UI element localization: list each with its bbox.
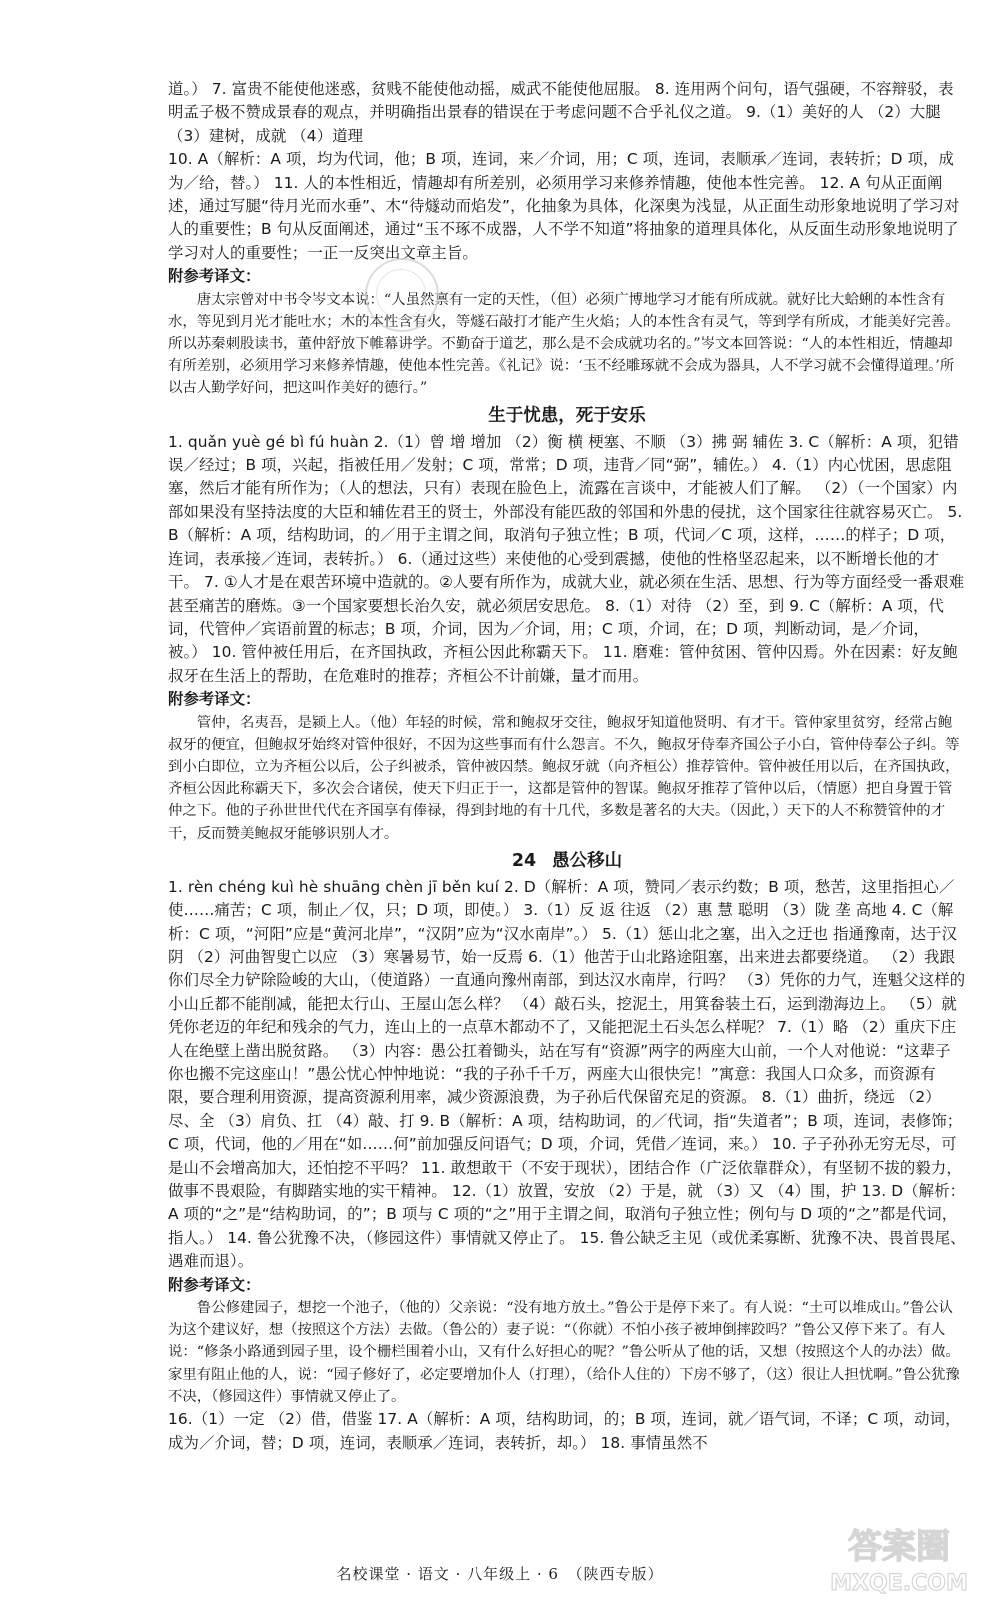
answers-section-2 — [168, 431, 966, 688]
section-title-text: 愚公移山 — [552, 850, 623, 871]
svg-text:答案圈: 答案圈 — [848, 1527, 950, 1567]
answers-section-3 — [168, 876, 966, 1274]
translation-label: 附参考译文： — [168, 690, 261, 709]
answers-section-1 — [168, 78, 966, 265]
page-footer: 名校课堂 · 语文 · 八年级上 · 6 （陕西专版） — [336, 1565, 664, 1583]
answer-paragraph: 1. rèn chéng kuì hè shuāng chèn jī běn kuí 2. D（解析：A 项，赞同／表示约数；B 项，愁苦，这里指担心／使……痛苦；C 项，制止／仅，只；D 项，即使。） 3.（1）反 返 往返 （2）惠 慧 聪明 （3）陇 垄 高地 4. C（解析：C 项，“河阳”应是“黄河北岸”，“汉阴”应为“汉水南岸”。） 5.（1）惩山北之塞，出入之迂也 指通豫南，达于汉阴 （2）河曲智叟亡以应 （3）寒暑易节，始一反焉 6.（1）他苦于山北路途阻塞，出来进去都要绕道。 （2）我跟你们尽全力铲除险峻的大山，（使道路）一直通向豫州南部，到达汉水南岸，行吗？ （3）凭你的力气，连魁父这样的小山丘都不能削减，能把太行山、王屋山怎么样？ （4）敲石头，挖泥土，用箕畚装土石，运到渤海边上。 （5）就凭你老迈的年纪和残余的气力，连山上的一点草木都动不了，又能把泥土石头怎么样呢？ 7.（1）略 （2）重庆下庄人在绝壁上凿出脱贫路。 （3）内容：愚公扛着锄头，站在写有“资源”两字的两座大山前，一个人对他说：“这辈子你也搬不完这座山！”愚公忧心忡忡地说：“我的子孙千千万，两座大山很快完！”寓意：我国人口众多，而资源有限，要合理利用资源，提高资源利用率，减少资源浪费，为子孙后代保留充足的资源。 8.（1）曲折，绕远 （2）尽、全 （3）肩负、扛 （4）敲、打 9. B（解析：A 项，结构助词，的／代词，指“失道者”；B 项，连词，表修饰；C 项，代词，他的／用在“如……何”前加强反问语气；D 项，介词，凭借／连词，来。） 10. 子子孙孙无穷无尽，可是山不会增高加大，还怕挖不平吗？ 11. 敢想敢干（不安于现状），团结合作（广泛依靠群众），有坚韧不拔的毅力，做事不畏艰险，有脚踏实地的实干精神。 12.（1）放置，安放 （2）于是，就 （3）又 （4）围，护 13. D（解析：A 项的“之”是“结构助词，的”；B 项与 C 项的“之”用于主谓之间，取消句子独立性；例句与 D 项的“之”都是代词，指人。） 14. 鲁公犹豫不决，（修园这件）事情就又停止了。 15. 鲁公缺乏主见（或优柔寡断、犹豫不决、畏首畏尾、遇难而退）。 — [168, 877, 966, 1271]
answer-paragraph: 10. A（解析：A 项，均为代词，他；B 项，连词，来／介词，用；C 项，连词，表顺承／连词，表转折；D 项，成为／给，替。） 11. 人的本性相近，情趣却有所差别，必须用学习来修养情趣，使他本性完善。 12. A 句从正面阐述，通过写腿“待月光而水垂”、木“待燧动而焰发”，化抽象为具体，化深奥为浅显，从正面生动形象地说明了学习对人的重要性；B 句从反面阐述，通过“玉不琢不成器，人不学不知道”将抽象的道理具体化，从反面生动形象地说明了学习对人的重要性；一正一反突出文章主旨。 — [168, 150, 960, 262]
answer-paragraph: 1. quǎn yuè gé bì fú huàn 2.（1）曾 增 增加 （2）衡 横 梗塞、不顺 （3）拂 弼 辅佐 3. C（解析：A 项，犯错误／经过；B 项，兴起，指被任用／发射；C 项，常常；D 项，违背／同“弼”，辅佐。） 4.（1）内心忧困，思虑阻塞，然后才能有所作为；（人的想法，只有）表现在脸色上，流露在言谈中，才能被人们了解。 （2）（一个国家）内部如果没有坚持法度的大臣和辅佐君王的贤士，外部没有能匹敌的邻国和外患的侵扰，这个国家往往就容易灭亡。 5. B（解析：A 项，结构助词，的／用于主谓之间，取消句子独立性；B 项，代词／C 项，这样，……的样子；D 项，连词，表承接／连词，表转折。） 6.（通过这些）来使他的心受到震撼，使他的性格坚忍起来，以不断增长他的才干。 7. ①人才是在艰苦环境中造就的。②人要有所作为，成就大业，就必须在生活、思想、行为等方面经受一番艰难甚至痛苦的磨炼。③一个国家要想长治久安，就必须居安思危。 8.（1）对待 （2）至，到 9. C（解析：A 项，代词，代管仲／宾语前置的标志；B 项，介词，因为／介词，用；C 项，介词，在；D 项，判断动词，是／介词，被。） 10. 管仲被任用后，在齐国执政，齐桓公因此称霸天下。 11. 磨难：管仲贫困、管仲囚焉。外在因素：好友鲍叔牙在生活上的帮助，在危难时的推荐；齐桓公不计前嫌，量才而用。 — [168, 432, 965, 685]
translation-block-2 — [168, 712, 966, 845]
svg-text:MXQE.COM: MXQE.COM — [830, 1571, 968, 1596]
section-title — [168, 402, 966, 430]
translation-label: 附参考译文： — [168, 267, 261, 286]
answer-paragraph: 道。） 7. 富贵不能使他迷惑，贫贱不能使他动摇，威武不能使他屈服。 8. 连用两个问句，语气强硬，不容辩驳，表明孟子极不赞成景春的观点，并明确指出景春的错误在于考虑问题不合乎礼仪之道。 9.（1）美好的人 （2）大腿 （3）建树，成就 （4）道理 — [168, 80, 954, 145]
translation-block-1 — [168, 289, 966, 400]
translation-block-3 — [168, 1297, 966, 1408]
watermark-logo — [804, 1512, 994, 1600]
translation-paragraph: 管仲，名夷吾，是颍上人。（他）年轻的时候，常和鲍叔牙交往，鲍叔牙知道他贤明、有才干。管仲家里贫穷，经常占鲍叔牙的便宜，但鲍叔牙始终对管仲很好，不因为这些事而有什么怨言。不久，鲍叔牙侍奉齐国公子小白，管仲侍奉公子纠。等到小白即位，立为齐桓公以后，公子纠被杀，管仲被囚禁。鲍叔牙就（向齐桓公）推荐管仲。管仲被任用以后，在齐国执政，齐桓公因此称霸天下，多次会合诸侯，使天下归正于一，这都是管仲的智谋。鲍叔牙推荐了管仲以后，（情愿）把自身置于管仲之下。他的子孙世世代代在齐国享有俸禄，得到封地的有十几代，多数是著名的大夫。（因此，）天下的人不称赞管仲的才干，反而赞美鲍叔牙能够识别人才。 — [168, 714, 960, 842]
stamp-seal — [365, 258, 439, 332]
answers-section-4 — [168, 1408, 966, 1455]
section-title-text: 生于忧患，死于安乐 — [488, 405, 646, 426]
translation-paragraph: 唐太宗曾对中书令岑文本说：“人虽然禀有一定的天性，（但）必须广博地学习才能有所成就。就好比大蛤蜊的本性含有水，等见到月光才能吐水；木的本性含有火，等燧石敲打才能产生火焰；人的本性含有灵气，等到学有所成，才能美好完善。所以苏秦刺股读书，董仲舒放下帷幕讲学。不勤奋于道艺，那么是不会成就功名的。”岑文本回答说：“人的本性相近，情趣却有所差别，必须用学习来修养情趣，使他本性完善。《礼记》说：‘玉不经雕琢就不会成为器具，人不学习就不会懂得道理。’所以古人勤学好问，把这叫作美好的德行。” — [168, 291, 960, 397]
section-number: 24 — [511, 850, 537, 871]
translation-paragraph: 鲁公修建园子，想挖一个池子，（他的）父亲说：“没有地方放土。”鲁公于是停下来了。有人说：“土可以堆成山。”鲁公认为这个建议好，想（按照这个方法）去做。（鲁公的）妻子说：“（你就）不怕小孩子被坤倒摔跤吗？”鲁公又停下来了。有人说：“修条小路通到园子里，设个栅栏围着小山，又有什么好担心的呢？”鲁公听从了他的话，又想（按照这个人的办法）做。家里有阻止他的人，说：“园子修好了，必定要增加仆人（打理），（给仆人住的）下房不够了，（这）很让人担忧啊。”鲁公犹豫不决，（修园这件）事情就又停止了。 — [168, 1300, 960, 1405]
section-title — [168, 847, 966, 875]
translation-label: 附参考译文： — [168, 1275, 261, 1294]
answer-paragraph: 16.（1）一定 （2）借，借鉴 17. A（解析：A 项，结构助词，的；B 项，连词，就／语气词，不译；C 项，动词，成为／介词，替；D 项，连词，表顺承／连词，表转折，却。） 18. 事情虽然不 — [168, 1410, 961, 1452]
